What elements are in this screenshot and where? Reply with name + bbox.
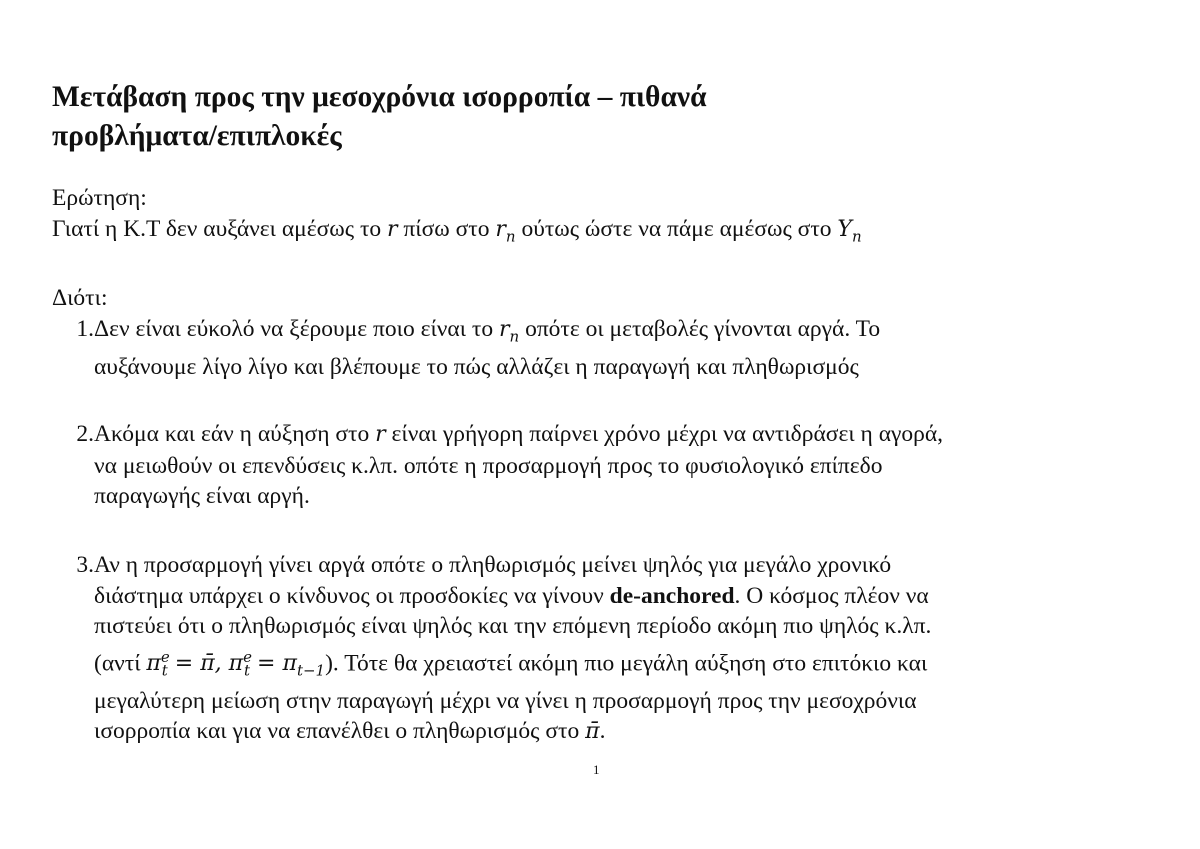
answer-label: Διότι: [52,285,108,311]
math-Y-n: $Y_n$ [837,217,862,246]
list-item-number: 1. [76,316,94,342]
page-number: 1 [593,762,600,777]
list-item-number: 3. [76,552,94,578]
list-item-number: 2. [76,421,94,447]
list-item: 2. Ακόμα και εάν η αύξηση στο r είναι γρήγορη παίρνει χρόνο μέχρι να αντιδράσει η αγορά, να μειωθούν οι επενδύσεις κ.λπ. οπότε η προσαρμογή προς το φυσιολογικό επίπεδο παραγωγής είναι αργή. [52,419,1200,512]
math-expectation: $\pi^e_t$ = π̄, $\pi^e_t = \pi_{t-1}$ [146,647,326,680]
question-label: Ερώτηση: [52,185,147,211]
title-line-1: Μετάβαση προς την μεσοχρόνια ισορροπία – πιθανά [52,81,707,113]
math-pi-bar: π̄ [585,719,600,745]
math-r: r [387,217,398,242]
math-r: r [375,422,386,447]
math-r-n: $r_n$ [495,217,516,246]
list-item: 3. Αν η προσαρμογή γίνει αργά οπότε ο πληθωρισμός μείνει ψηλός για μεγάλο χρονικό διάστημα υπάρχει ο κίνδυνος οι προσδοκίες να γίνουν de-anchored. Ο κόσμος πλέον να πιστεύει ότι ο πληθωρισμός είναι ψηλός και την επόμενη περίοδο ακόμη πιο ψηλός κ.λπ. (αντί $\pi^e_t$ = π̄, $\pi^e_t = \pi_{t-1}$). Τότε θα χρειαστεί ακόμη πιο μεγάλη αύξηση στο επιτόκιο και μεγαλύτερη μείωση στην παραγωγή μέχρι να γίνει η προσαρμογή προς την μεσοχρόνια ισορροπία και για να επανέλθει ο πληθωρισμός στο π̄. [52,550,1200,748]
math-r-n: $r_n$ [498,317,520,346]
title-line-2: προβλήματα/επιπλοκές [52,120,342,152]
question-text: Γιατί η Κ.Τ δεν αυξάνει αμέσως το r πίσω στο $r_n$ ούτως ώστε να πάμε αμέσως στο $Y_n$ [52,216,862,246]
page-title [52,78,1152,156]
bold-term: de-anchored [609,582,735,609]
list-item: 1. Δεν είναι εύκολό να ξέρουμε ποιο είναι το $r_n$ οπότε οι μεταβολές γίνονται αργά. Το αυξάνουμε λίγο λίγο και βλέπουμε το πώς αλλάζει η παραγωγή και πληθωρισμός [52,314,1200,382]
